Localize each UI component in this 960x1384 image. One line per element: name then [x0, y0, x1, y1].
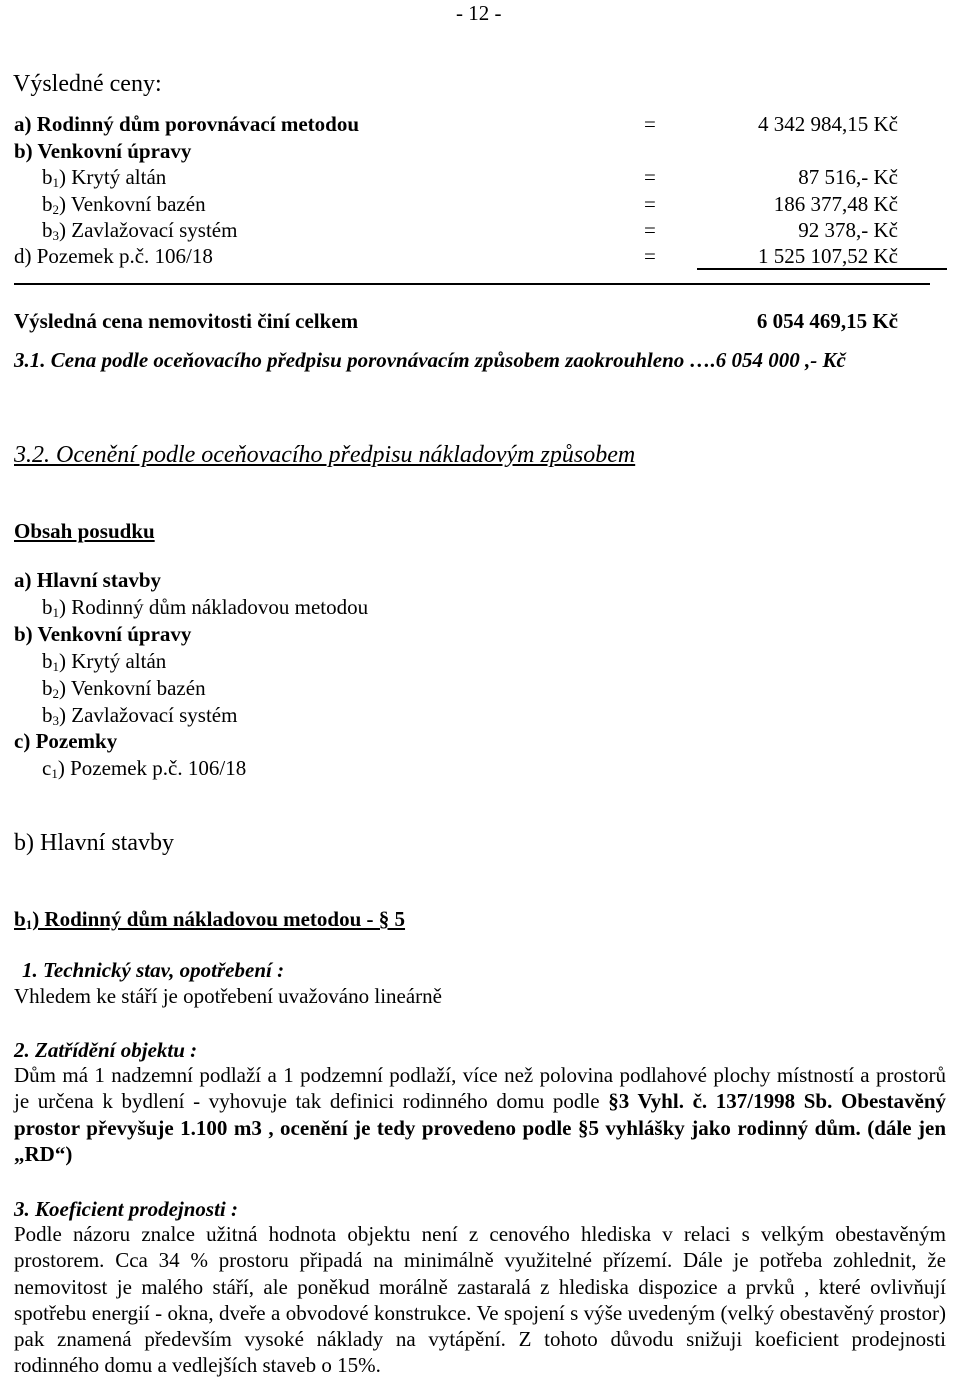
main-buildings-heading: b) Hlavní stavby: [14, 830, 174, 856]
classification-text: Dům má 1 nadzemní podlaží a 1 podzemní podlaží, více než polovina podlahové plochy místností a prostorů je určena k bydlení - vyhovuje tak definici rodinného domu podle §3 Vyhl. č. 137/1998 Sb. Obestavěný prostor převyšuje 1.100 m3 , ocenění je tedy provedeno podle §5 vyhlášky jako rodinný dům. (dále jen „RD“): [14, 1063, 947, 1166]
total-separator: [14, 283, 930, 285]
equals-sign: =: [644, 112, 656, 136]
equals-sign: =: [644, 244, 656, 268]
results-heading: Výsledné ceny:: [13, 71, 162, 97]
tech-state-text: Vhledem ke stáří je opotřebení uvažováno lineárně: [14, 984, 442, 1008]
equals-sign: =: [644, 192, 656, 216]
contents-item-a: a) Hlavní stavby: [14, 568, 162, 592]
classification-heading: 2. Zatřídění objektu :: [14, 1038, 198, 1062]
price-b1-value: 87 516,- Kč: [798, 165, 898, 189]
price-b1-label: $b_1$) Krytý altán: [42, 165, 167, 190]
contents-item-b: b) Venkovní úpravy: [14, 622, 192, 646]
contents-item-b3: $b_3$) Zavlažovací systém: [42, 703, 238, 728]
price-b3-label: $b_3$) Zavlažovací systém: [42, 218, 238, 243]
contents-item-a-b1: $b_1$) Rodinný dům nákladovou metodou: [42, 595, 369, 620]
coefficient-text: Podle názoru znalce užitná hodnota objektu není z cenového hlediska v relaci s velkým obestavěným prostorem. Cca 34 % prostoru připadá na minimálně využitelné přízemí. Dále je potřeba zohlednit, že nemovitost je malého stáří, ale poněkud morálně zastaralá z hlediska dispozice a prvků , které ovlivňují spotřebu energií - okna, dveře a obvodové konstrukce. Ve spojení s výše uvedeným (velký obestavěný prostor) pak znamená především vysoké náklady na vytápění. Z tohoto důvodu snižuji koeficient prodejnosti rodinného domu a vedlejších staveb o 15%.: [14, 1222, 946, 1378]
price-b-label: b) Venkovní úpravy: [14, 139, 192, 163]
tech-state-heading: 1. Technický stav, opotřebení :: [22, 958, 285, 982]
price-b2-label: $b_2$) Venkovní bazén: [42, 192, 206, 217]
price-d-value: 1 525 107,52 Kč: [758, 244, 898, 268]
contents-heading: Obsah posudku: [14, 519, 155, 543]
contents-item-c1: $c_1$) Pozemek p.č. 106/18: [42, 756, 247, 781]
equals-sign: =: [644, 218, 656, 242]
price-d-label: d) Pozemek p.č. 106/18: [14, 244, 213, 268]
contents-item-b1: $b_1$) Krytý altán: [42, 649, 167, 674]
page-number: - 12 -: [456, 1, 502, 25]
contents-item-b2: $b_2$) Venkovní bazén: [42, 676, 206, 701]
price-b3-value: 92 378,- Kč: [798, 218, 898, 242]
price-a-value: 4 342 984,15 Kč: [758, 112, 898, 136]
coefficient-heading: 3. Koeficient prodejnosti :: [14, 1197, 238, 1221]
value-underline: [697, 268, 947, 270]
total-value: 6 054 469,15 Kč: [756, 309, 898, 333]
rounded-price-line: 3.1. Cena podle oceňovacího předpisu porovnávacím způsobem zaokrouhleno ….6 054 000 ,- Kč: [14, 348, 846, 372]
equals-sign: =: [644, 165, 656, 189]
price-b2-value: 186 377,48 Kč: [773, 192, 898, 216]
price-a-label: a) Rodinný dům porovnávací metodou: [14, 112, 360, 136]
section-heading-3-2: 3.2. Ocenění podle oceňovacího předpisu nákladovým způsobem: [14, 442, 636, 468]
family-house-heading: $b_1$) Rodinný dům nákladovou metodou - § 5: [14, 907, 406, 932]
total-label: Výsledná cena nemovitosti činí celkem: [14, 309, 359, 333]
contents-item-c: c) Pozemky: [14, 729, 118, 753]
